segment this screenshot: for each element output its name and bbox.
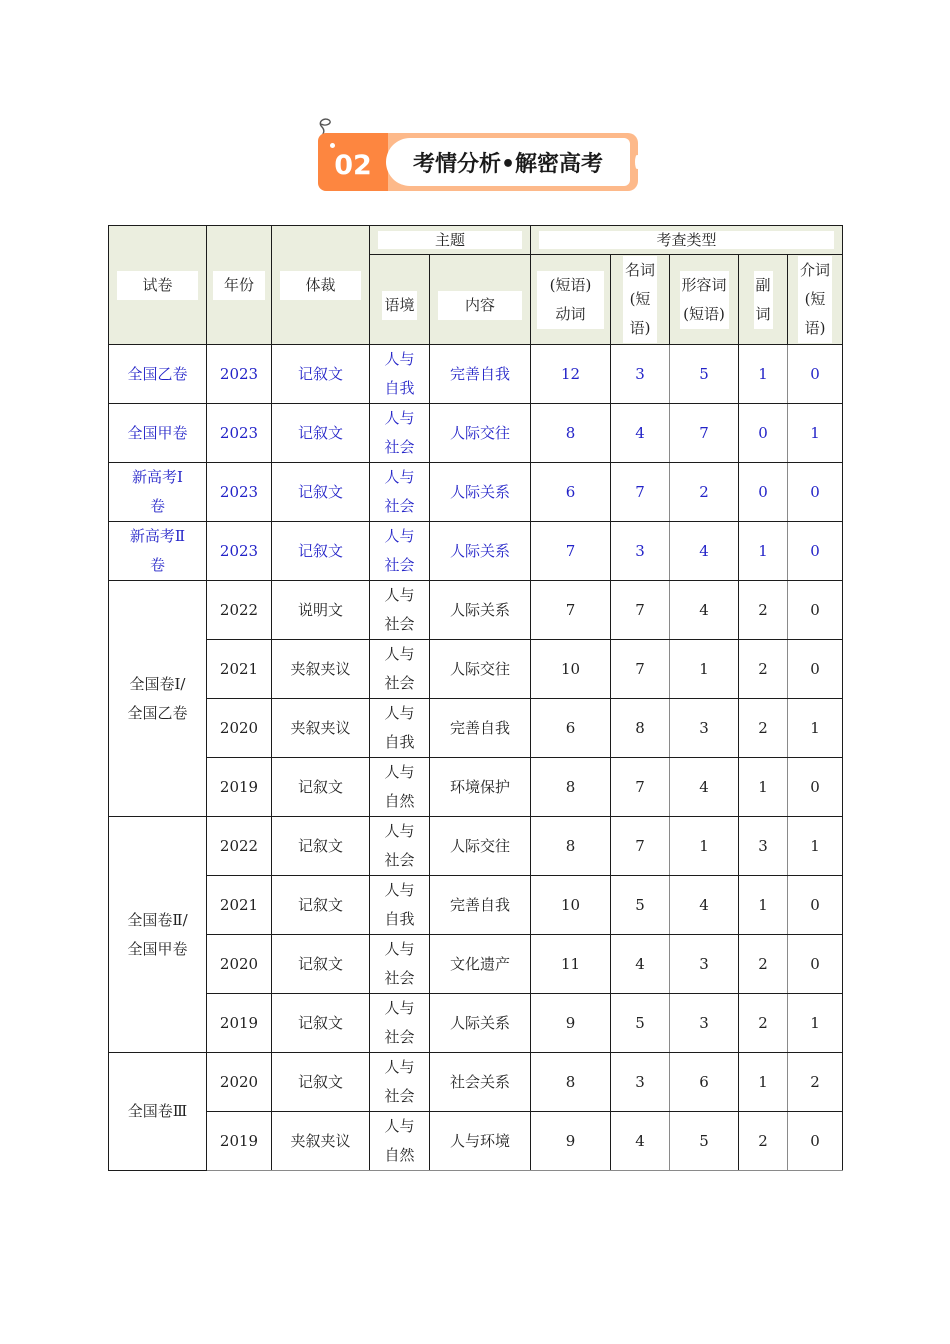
prep-count: 0: [788, 345, 843, 404]
table-row: [109, 699, 843, 758]
header-row-1: [109, 226, 843, 255]
prep-count: 0: [788, 581, 843, 640]
verb-count: 10: [531, 876, 611, 935]
context-cell: 人与 自然: [370, 1112, 430, 1171]
header-genre: 体裁: [272, 226, 370, 345]
prep-count: 1: [788, 994, 843, 1053]
verb-count: 7: [531, 581, 611, 640]
adj-count: 1: [670, 640, 739, 699]
genre-cell: 记叙文: [272, 994, 370, 1053]
year-cell: 2022: [207, 817, 272, 876]
context-cell: 人与 社会: [370, 640, 430, 699]
paper-group-cell: 全国卷Ⅰ/ 全国乙卷: [109, 581, 207, 817]
verb-count: 11: [531, 935, 611, 994]
adj-count: 7: [670, 404, 739, 463]
prep-count: 0: [788, 758, 843, 817]
year-cell: 2023: [207, 522, 272, 581]
adj-count: 4: [670, 522, 739, 581]
header-paper: 试卷: [109, 226, 207, 345]
verb-count: 9: [531, 1112, 611, 1171]
prep-count: 0: [788, 935, 843, 994]
genre-cell: 记叙文: [272, 345, 370, 404]
year-cell: 2021: [207, 876, 272, 935]
adv-count: 2: [739, 640, 788, 699]
content-cell: 人际交往: [430, 640, 531, 699]
header-adverb: 副 词: [739, 255, 788, 345]
year-cell: 2023: [207, 404, 272, 463]
adv-count: 1: [739, 758, 788, 817]
year-cell: 2022: [207, 581, 272, 640]
content-cell: 人际关系: [430, 522, 531, 581]
adv-count: 2: [739, 935, 788, 994]
content-cell: 人际交往: [430, 404, 531, 463]
paper-group-cell: 全国卷Ⅱ/ 全国甲卷: [109, 817, 207, 1053]
adj-count: 3: [670, 935, 739, 994]
noun-count: 7: [611, 758, 670, 817]
adv-count: 2: [739, 581, 788, 640]
adv-count: 2: [739, 1112, 788, 1171]
genre-cell: 记叙文: [272, 522, 370, 581]
year-cell: 2020: [207, 935, 272, 994]
header-adjective: 形容词 (短语): [670, 255, 739, 345]
verb-count: 8: [531, 404, 611, 463]
noun-count: 4: [611, 1112, 670, 1171]
genre-cell: 夹叙夹议: [272, 699, 370, 758]
table-row: [109, 935, 843, 994]
year-cell: 2020: [207, 699, 272, 758]
adv-count: 1: [739, 522, 788, 581]
noun-count: 7: [611, 640, 670, 699]
adj-count: 5: [670, 345, 739, 404]
header-theme-context: 语境: [370, 255, 430, 345]
adv-count: 0: [739, 404, 788, 463]
noun-count: 5: [611, 876, 670, 935]
context-cell: 人与 社会: [370, 1053, 430, 1112]
table-row: [109, 1053, 843, 1112]
prep-count: 0: [788, 876, 843, 935]
prep-count: 0: [788, 1112, 843, 1171]
paper-group-cell: 全国卷Ⅲ: [109, 1053, 207, 1171]
context-cell: 人与 社会: [370, 581, 430, 640]
context-cell: 人与 自然: [370, 758, 430, 817]
verb-count: 8: [531, 758, 611, 817]
header-verb: (短语) 动词: [531, 255, 611, 345]
table-row: [109, 1112, 843, 1171]
table-row: [109, 463, 843, 522]
genre-cell: 记叙文: [272, 1053, 370, 1112]
genre-cell: 记叙文: [272, 758, 370, 817]
genre-cell: 夹叙夹议: [272, 1112, 370, 1171]
context-cell: 人与 自我: [370, 876, 430, 935]
genre-cell: 记叙文: [272, 463, 370, 522]
table-row: [109, 876, 843, 935]
exam-analysis-table: [108, 225, 843, 1171]
year-cell: 2019: [207, 1112, 272, 1171]
context-cell: 人与 自我: [370, 345, 430, 404]
adj-count: 4: [670, 876, 739, 935]
verb-count: 10: [531, 640, 611, 699]
table-row: [109, 758, 843, 817]
noun-count: 3: [611, 345, 670, 404]
verb-count: 12: [531, 345, 611, 404]
table-row: [109, 994, 843, 1053]
genre-cell: 记叙文: [272, 817, 370, 876]
genre-cell: 记叙文: [272, 404, 370, 463]
adv-count: 0: [739, 463, 788, 522]
adj-count: 5: [670, 1112, 739, 1171]
prep-count: 0: [788, 522, 843, 581]
year-cell: 2019: [207, 758, 272, 817]
noun-count: 3: [611, 1053, 670, 1112]
prep-count: 0: [788, 640, 843, 699]
context-cell: 人与 社会: [370, 935, 430, 994]
noun-count: 4: [611, 935, 670, 994]
content-cell: 文化遗产: [430, 935, 531, 994]
noun-count: 7: [611, 463, 670, 522]
adj-count: 3: [670, 699, 739, 758]
content-cell: 人际交往: [430, 817, 531, 876]
content-cell: 社会关系: [430, 1053, 531, 1112]
section-title: 考情分析•解密高考: [412, 151, 604, 177]
adv-count: 1: [739, 345, 788, 404]
verb-count: 9: [531, 994, 611, 1053]
table-row: [109, 581, 843, 640]
noun-count: 8: [611, 699, 670, 758]
verb-count: 6: [531, 699, 611, 758]
table-row: [109, 404, 843, 463]
adv-count: 3: [739, 817, 788, 876]
adv-count: 2: [739, 994, 788, 1053]
noun-count: 5: [611, 994, 670, 1053]
prep-count: 1: [788, 404, 843, 463]
section-banner: [318, 133, 638, 191]
prep-count: 2: [788, 1053, 843, 1112]
content-cell: 环境保护: [430, 758, 531, 817]
context-cell: 人与 社会: [370, 404, 430, 463]
context-cell: 人与 社会: [370, 522, 430, 581]
prep-count: 1: [788, 699, 843, 758]
noun-count: 3: [611, 522, 670, 581]
paper-cell: 全国甲卷: [109, 404, 207, 463]
paper-cell: 新高考Ⅱ 卷: [109, 522, 207, 581]
header-year: 年份: [207, 226, 272, 345]
table-row: [109, 345, 843, 404]
year-cell: 2021: [207, 640, 272, 699]
prep-count: 1: [788, 817, 843, 876]
genre-cell: 记叙文: [272, 876, 370, 935]
verb-count: 7: [531, 522, 611, 581]
genre-cell: 夹叙夹议: [272, 640, 370, 699]
year-cell: 2019: [207, 994, 272, 1053]
adv-count: 1: [739, 876, 788, 935]
adj-count: 4: [670, 758, 739, 817]
paper-cell: 全国乙卷: [109, 345, 207, 404]
header-theme: 主题: [370, 226, 531, 255]
verb-count: 8: [531, 1053, 611, 1112]
context-cell: 人与 社会: [370, 817, 430, 876]
header-theme-content: 内容: [430, 255, 531, 345]
adv-count: 1: [739, 1053, 788, 1112]
adj-count: 3: [670, 994, 739, 1053]
context-cell: 人与 社会: [370, 463, 430, 522]
verb-count: 8: [531, 817, 611, 876]
adj-count: 4: [670, 581, 739, 640]
noun-count: 7: [611, 817, 670, 876]
year-cell: 2023: [207, 345, 272, 404]
header-question-types: 考查类型: [531, 226, 843, 255]
content-cell: 人与环境: [430, 1112, 531, 1171]
banner-notch: [632, 155, 642, 169]
genre-cell: 记叙文: [272, 935, 370, 994]
content-cell: 完善自我: [430, 345, 531, 404]
table-row: [109, 817, 843, 876]
genre-cell: 说明文: [272, 581, 370, 640]
verb-count: 6: [531, 463, 611, 522]
content-cell: 人际关系: [430, 994, 531, 1053]
header-preposition: 介词 (短 语): [788, 255, 843, 345]
content-cell: 完善自我: [430, 876, 531, 935]
paper-cell: 新高考Ⅰ 卷: [109, 463, 207, 522]
adj-count: 2: [670, 463, 739, 522]
context-cell: 人与 社会: [370, 994, 430, 1053]
noun-count: 4: [611, 404, 670, 463]
banner-label: [386, 138, 630, 186]
content-cell: 人际关系: [430, 581, 531, 640]
context-cell: 人与 自我: [370, 699, 430, 758]
adj-count: 1: [670, 817, 739, 876]
content-cell: 完善自我: [430, 699, 531, 758]
table-row: [109, 640, 843, 699]
year-cell: 2023: [207, 463, 272, 522]
section-number: 02: [334, 149, 372, 181]
noun-count: 7: [611, 581, 670, 640]
table-row: [109, 522, 843, 581]
prep-count: 0: [788, 463, 843, 522]
adv-count: 2: [739, 699, 788, 758]
header-noun: 名词 (短 语): [611, 255, 670, 345]
year-cell: 2020: [207, 1053, 272, 1112]
adj-count: 6: [670, 1053, 739, 1112]
content-cell: 人际关系: [430, 463, 531, 522]
